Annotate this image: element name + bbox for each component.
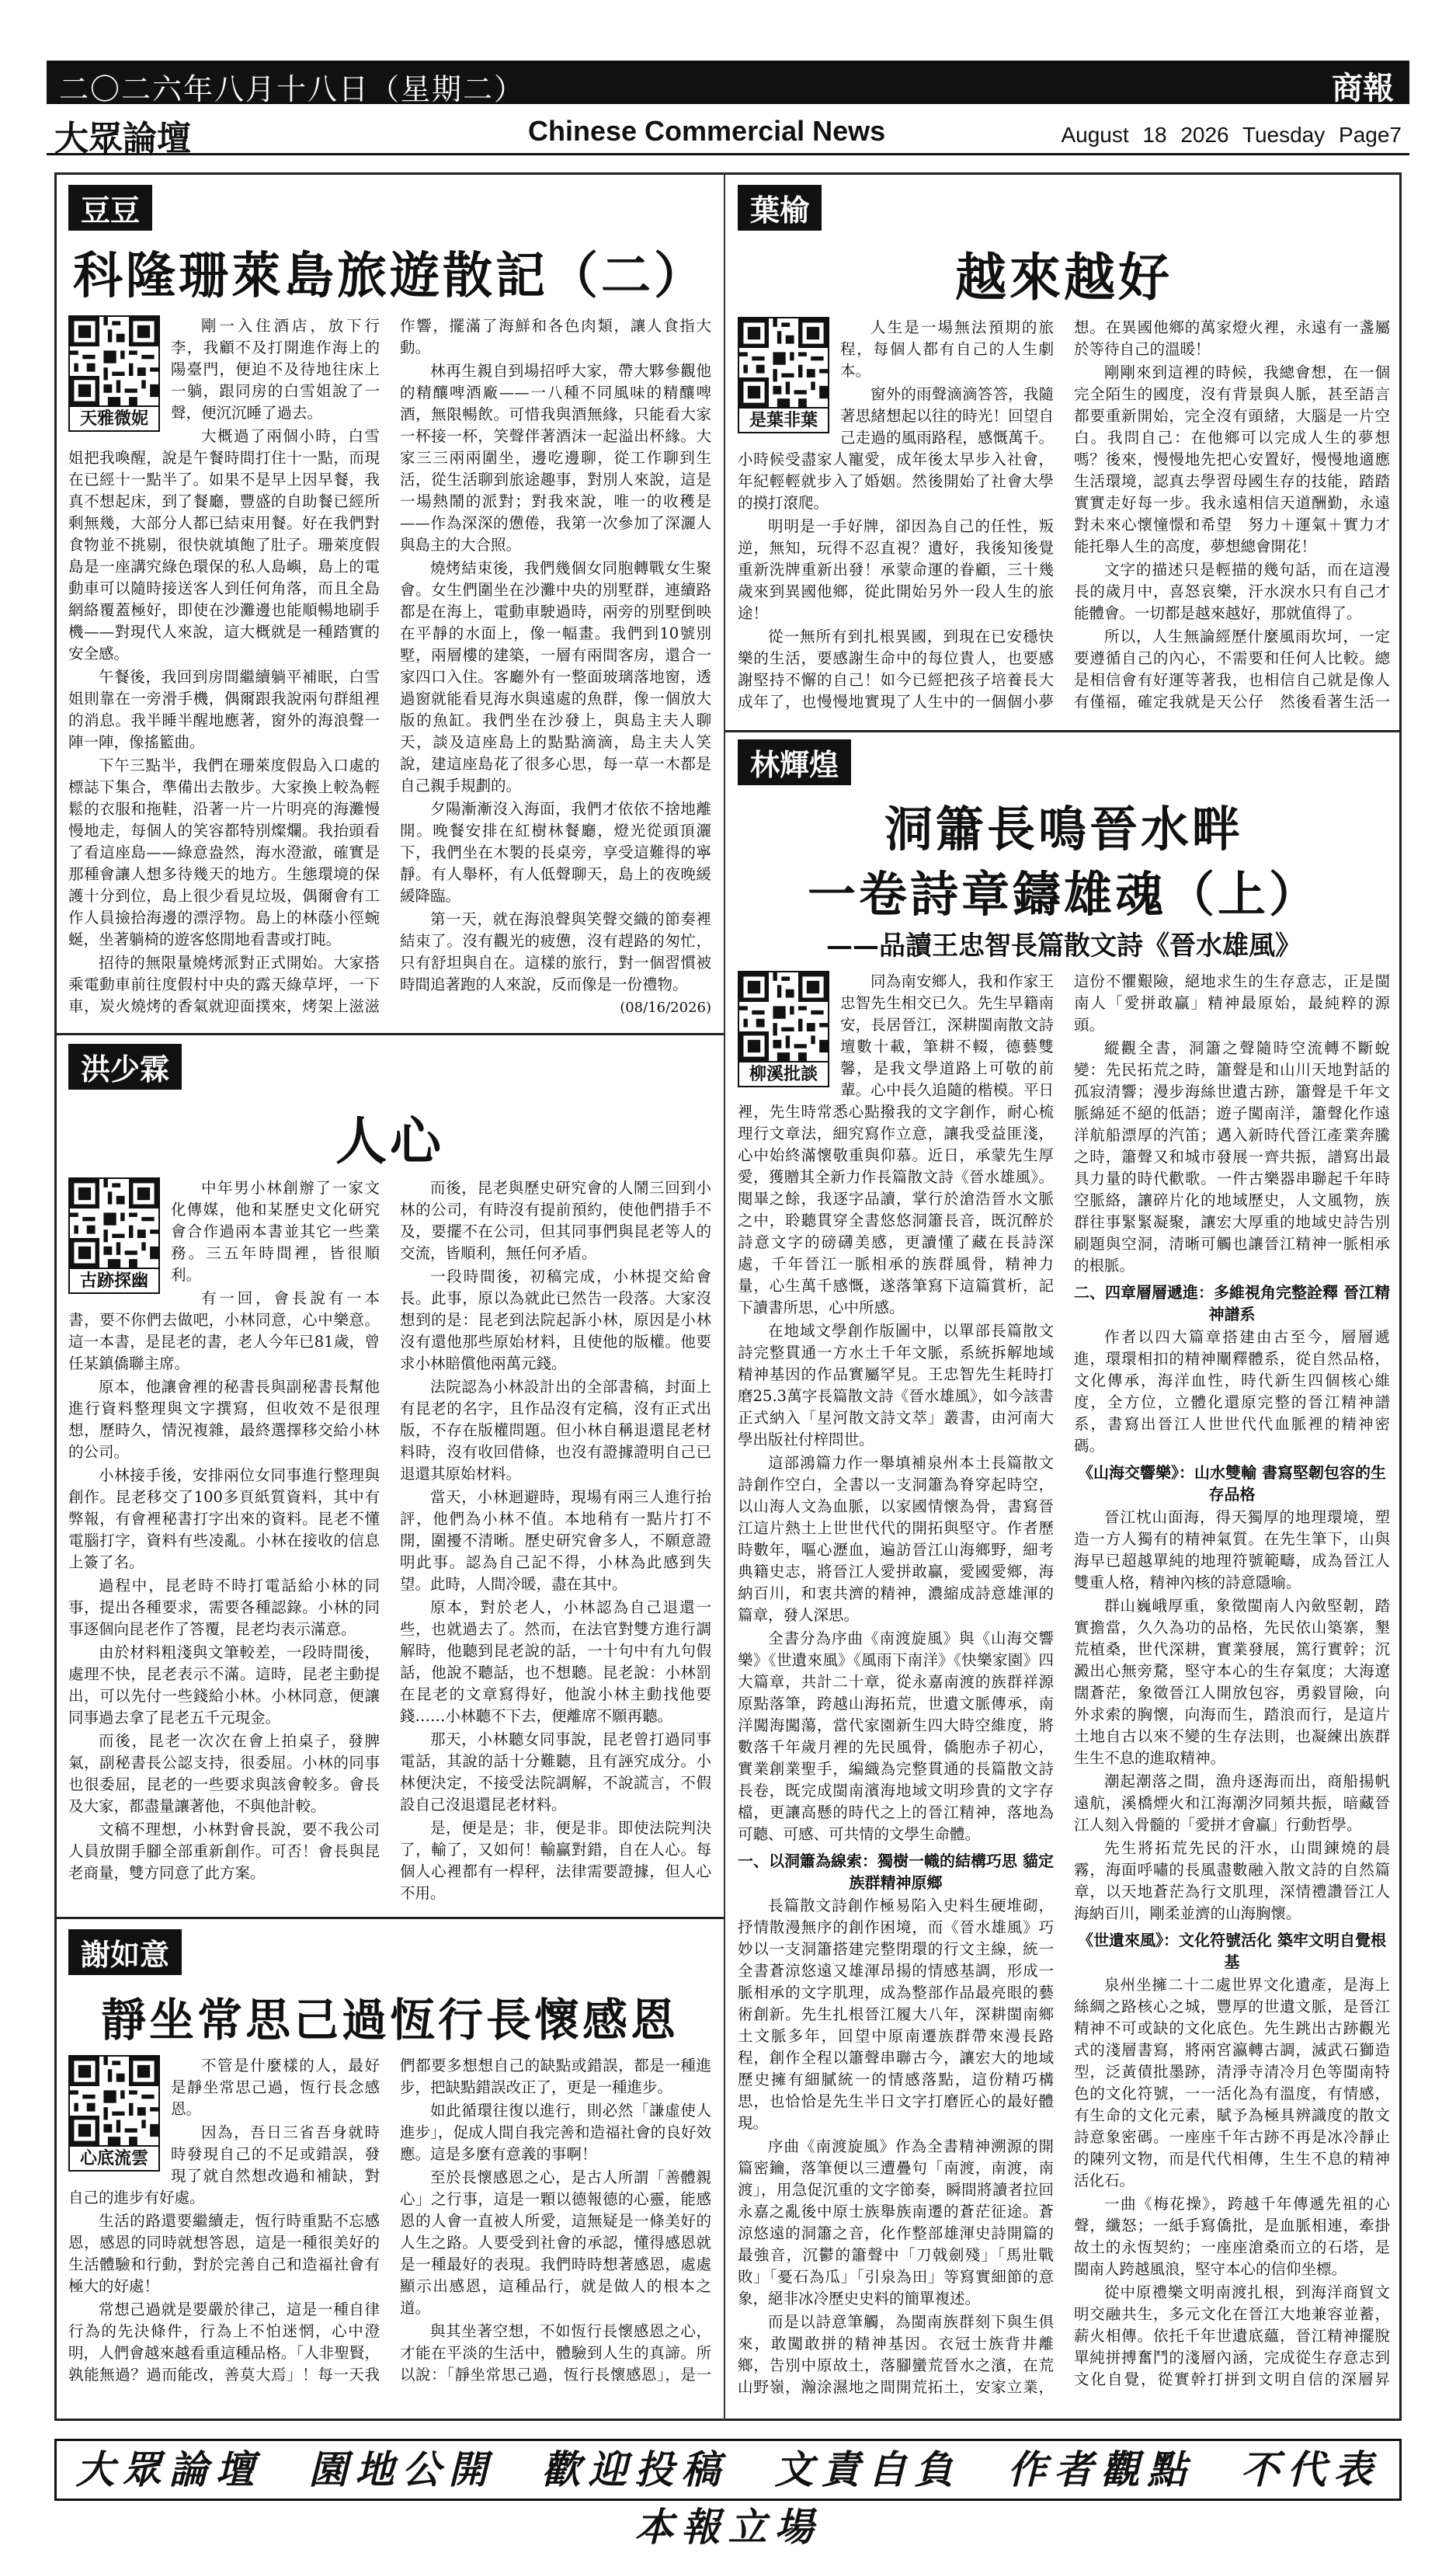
paragraph: 下午三點半，我們在珊萊度假島入口處的標誌下集合，準備出去散步。大家換上較為輕鬆的衣服和拖鞋，沿著一片一片明亮的海灘慢慢地走，每個人的笑容都特別燦爛。我抬頭看了看這座島——綠意盎然，海水澄澈，確實是那種會讓人想多待幾天的地方。生態環境的保護十分到位，島上很少看見垃圾，偶爾會有工作人員撿拾海邊的漂浮物。島上的林蔭小徑蜿蜒，坐著躺椅的遊客悠閒地看書或打盹。	[68, 756, 380, 948]
paragraph: 全書分為序曲《南渡旋風》與《山海交響樂》《世遺來風》《風雨下南洋》《快樂家園》四大篇章，共計二十章，從永嘉南渡的族群祥源原點落筆，跨越山海拓荒，世遺文脈傳承，南洋闖海闖蕩，當代家園新生四大時空維度，將數落千年歲月裡的先民風骨，僑胞赤子初心，實業創業聖手，編織為完整貫通的長篇散文詩長卷，既完成閩南濱海地域文明珍貴的文字存檔，更讓高懸的時代之上的晉江精神，落地為可聽、可感、可共情的文學生命體。	[738, 1629, 1054, 1843]
author-tag: 林輝煌	[738, 739, 851, 785]
paragraph: 明明是一手好牌，卻因為自己的任性，叛逆，無知，玩得不忍直視？遺好，我後知後覺重新洗牌重新出發！承蒙命運的眷顧，三十幾歲來到異國他鄉，從此開始另外一段人生的旅途！	[738, 517, 1054, 622]
paragraph: 不管是什麼樣的人，最好是靜坐常思己過，恆行長念感恩。	[171, 2057, 380, 2118]
paragraph: 而後，昆老一次次在會上拍桌子，發脾氣，副秘書長公認支持，很委屈。小林的同事也很委屈，昆老的一些要求與該會較多。會長及大家，都盡量讓著他，不與他計較。	[68, 1732, 380, 1815]
paragraph: 招待的無限量燒烤派對正式開始。大家搭乘電動車前往度假村中央的露天綠草坪，一下車，炭火燒烤的香氣就迎面撲來，烤架上滋滋作響，擺滿了海鮮和各色肉類，讓人食指大動。	[68, 317, 711, 1015]
divider-left-1	[54, 1033, 724, 1035]
author-tag: 豆豆	[68, 185, 152, 231]
qr-caption: 柳溪批談	[739, 1061, 828, 1086]
paragraph: 至於長懷感恩之心，是古人所謂「善體親心」之行事，這是一顆以德報德的心靈，能感恩的人會一直被人所愛，這無疑是一條美好的人生之路。人要受到社會的承認，懂得感恩就是一種最好的表現。我們時時想著感恩，處處顯示出感恩，這種品行，就是做人的根本之道。	[400, 2168, 711, 2317]
paper-name-en: Chinese Commercial News	[528, 115, 886, 147]
paragraph: 剛剛來到這裡的時候，我總會想，在一個完全陌生的國度，沒有背景與人脈，甚至語言都要重新開始，完全沒有頭緒，大腦是一片空白。我問自己：在他鄉可以完成人生的夢想嗎？後來，慢慢地先把心安置好，慢慢地適應生活環境，認真去學習母國生存的技能，踏踏實實走好每一步。我永遠相信天道酬勤，永遠對未來心懷憧憬和希望 努力＋運氣＋實力才能托舉人生的高度，夢想總會開花！	[1074, 363, 1390, 555]
qr-code	[738, 971, 829, 1087]
paragraph: 人生是一場無法預期的旅程，每個人都有自己的人生劇本。	[840, 318, 1054, 380]
qr-code-icon	[739, 318, 828, 407]
paragraph: 午餐後，我回到房間繼續躺平補眠，白雪姐則靠在一旁滑手機，偶爾跟我說兩句群組裡的消息。我半睡半醒地應著，窗外的海浪聲一陣一陣，像搖籃曲。	[68, 668, 380, 751]
qr-code	[68, 1177, 160, 1294]
paragraph: 那天，小林聽女同事說，昆老曾打過同事電話，其說的話十分難聽，且有誣究成分。小林便決定，不接受法院調解，不說謊言，不假設自己沒退還昆老材料。	[400, 1730, 711, 1814]
article-gratitude	[68, 1929, 711, 2414]
paragraph: 因為，吾日三省吾身就時時發現自己的不足或錯誤，發現了就自然想改過和補缺，對自己的進步有好處。	[68, 2123, 380, 2207]
section-name: 大眾論壇	[54, 119, 191, 158]
section-header	[47, 109, 1409, 158]
article-better	[738, 185, 1390, 722]
paragraph: 夕陽漸漸沒入海面，我們才依依不捨地離開。晚餐安排在紅樹林餐廳，燈光從頭頂灑下，我們坐在木製的長桌旁，享受這難得的寧靜。有人舉杯，有人低聲聊天，島上的夜晚緩緩降臨。	[400, 800, 711, 905]
paragraph: 潮起潮落之間，漁舟逐海而出，商船揚帆遠航，溪橋煙火和江海潮汐同頻共振，暗藏晉江人刻入骨髓的「愛拼才會贏」行動哲學。	[1074, 1772, 1390, 1834]
paragraph: 從中原禮樂文明南渡扎根，到海洋商貿文明交融共生，多元文化在晉江大地兼容並蓄，薪火相傳。依托千年世遺底蘊，晉江精神擺脫單純拼搏奮鬥的淺層內涵，完成從生存意志到文化自覺，從實幹打拼到文明自信的深層昇	[1074, 2283, 1390, 2388]
paragraph: 同為南安鄉人，我和作家王忠智先生相交已久。先生早籍南安，長居晉江，深耕閩南散文詩壇數十載，筆耕不輟，德藝雙馨，是我文學道路上可敬的前輩。心中長久追隨的楷模。平日裡，先生時常悉心點撥我的文字創作，耐心梳理行文章法，細究寫作立意，讓我受益匪淺，心中始終滿懷敬重與仰慕。近日，承蒙先生厚愛，獲贈其全新力作長篇散文詩《晉水雄風》。閱畢之餘，我逐字品讀，掌行於滄浩晉水文脈之中，聆聽貫穿全書悠悠洞簫長音，既沉醉於詩意文字的磅礴美感，更讀懂了藏在長詩深處，千年晉江一脈相承的族群風骨，精神力量，心生萬千感慨，遂落筆寫下這篇賞析，記下讀書所思，心中所感。	[738, 972, 1054, 1316]
paragraph: 群山巍峨厚重，象徵閩南人內斂堅韌，踏實擔當，久久為功的品格，先民依山築寨，墾荒植桑，世代深耕，實業發展，篤行實幹；沉澱出心無旁騖，堅守本心的生存氣度；大海遼闊蒼茫，象徵晉江人開放包容，勇毅冒險，向外求索的胸懷，向海而生，踏浪而行，是這片土地自古以來不變的生存法則，也凝練出族群生生不息的進取精神。	[1074, 1597, 1390, 1767]
paragraph: 小林接手後，安排兩位女同事進行整理與創作。昆老移交了100多頁紙質資料，其中有弊報，有會裡秘書打字出來的資料。昆老不懂電腦打字，資料有些凌亂。小林在接收的信息上簽了名。	[68, 1466, 380, 1571]
author-tag: 葉榆	[738, 185, 822, 231]
article-title: 靜坐常思己過恆行長懷感恩	[100, 1994, 679, 2047]
article-travel	[68, 185, 711, 1025]
column-divider	[724, 172, 725, 2421]
paragraph: 林再生親自到場招呼大家，帶大夥參觀他的精釀啤酒廠——一八種不同風味的精釀啤酒，無限暢飲。可惜我與酒無緣，只能看大家一杯接一杯，笑聲伴著酒沫一起溢出杯緣。大家三三兩兩圍坐，邊吃邊聊，從工作聊到生活，從生活聊到旅途趣事，對別人來說，這是一場熱鬧的派對；對我來說，唯一的收穫是——作為深深的憊倦，我第一次參加了深灑人與島主的大合照。	[400, 362, 711, 554]
footer-slogan: 大眾論壇 園地公開 歡迎投稿 文責自負 作者觀點 不代表本報立場	[75, 2446, 1381, 2550]
paragraph: 生活的路還要繼續走，恆行時重點不忘感恩，感恩的同時就想答恩，這是一種很美好的生活體驗和行動，對於完善自己和造福社會有極大的好處！	[68, 2212, 380, 2295]
paragraph: 與其坐著空想，不如恆行長懷感恩之心，才能在平淡的生活中，體驗到人生的真諦。所以說：「靜坐常思己過，恆行長懷感恩」，是一	[400, 2322, 711, 2384]
paragraph: 文稿不理想，小林對會長說，要不我公司人員放開手腳全部重新創作。可否！會長與昆老商量，雙方同意了此方案。	[68, 1821, 380, 1882]
section-heading: 《山海交響樂》：山水雙輸 書寫堅韌包容的生存品格	[1078, 1463, 1386, 1504]
qr-code-icon	[70, 317, 158, 405]
article-date-note: (08/16/2026)	[620, 1000, 711, 1016]
article-body	[738, 317, 1390, 719]
article-body	[68, 1177, 711, 1904]
paragraph: 燒烤結束後，我們幾個女同胞轉戰女生聚會。女生們圍坐在沙灘中央的別墅群，連續路都是在海上，電動車駛過時，兩旁的別墅倒映在平靜的水面上，像一幅畫。我們到10號別墅，兩層樓的建築，一層有兩間客房，還合一家四口入住。客廳外有一整面玻璃落地窗，透過窗就能看見海水與遠處的魚群，像一個放大版的魚缸。我們坐在沙發上，與島主夫人聊天，談及這座島上的點點滴滴，島主夫人笑說，建這座島花了很多心思，每一草一木都是自己親手規劃的。	[400, 559, 711, 795]
paragraph: 而是以詩意筆觸，為閩南族群刻下與生俱來，敢闖敢拼的精神基因。衣冠士族背井離鄉，告別中原故土，落腳蠻荒晉水之濱，在荒山野嶺，瀚涂濕地之間開荒拓土，安家立業，這份不懼艱險，絕地求生的生存意志，正是閩南人「愛拼敢贏」精神最原始，最純粹的源頭。	[738, 972, 1390, 2396]
paragraph: 法院認為小林設計出的全部書稿，封面上有昆老的名字，且作品沒有定稿，沒有正式出版，不存在版權問題。但小林自稱退還昆老材料時，沒有收回借條，也沒有證據證明自己已退還其原始材料。	[400, 1378, 711, 1483]
article-title-line2: 一卷詩章鑄雄魂（上）	[807, 866, 1320, 923]
paragraph: 常想己過就是要嚴於律己，這是一種自律行為的先決條件，行為上不怕迷惘，心中澄明，人們會越來越看重這種品格。「人非聖賢，孰能無過？過而能改，善莫大焉」！每一天我們都要多想想自己的缺點或錯誤，都是一種進步，把缺點錯誤改正了，更是一種進步。	[68, 2057, 711, 2384]
qr-code	[68, 315, 160, 432]
qr-code-icon	[70, 2057, 158, 2145]
author-tag: 洪少霖	[68, 1044, 182, 1090]
article-renxin	[68, 1044, 711, 1909]
section-heading: 二、四章層層遞進：多維視角完整詮釋 晉江精神譜系	[1074, 1283, 1390, 1323]
paragraph: 長篇散文詩創作極易陷入史料生硬堆砌，抒情散漫無序的創作困境，而《晉水雄風》巧妙以一支洞簫搭建完整閉環的行文主線，統一全書蒼涼悠遠又雄渾昂揚的情感基調，形成一脈相承的文字肌理，成為整部作品最亮眼的藝術創新。先生扎根晉江履大八年，深耕閩南鄉土文脈多年，回望中原南遷族群帶來漫長路程，創作全程以簫聲串聯古今，讓宏大的地域歷史擁有細膩統一的情感落點，這份精巧構思，也恰恰是先生半日文字打磨匠心的最好體現。	[738, 1897, 1054, 2132]
masthead-bar	[47, 61, 1409, 104]
paragraph: 如此循環往復以進行，則必然「謙虛使人進步」，促成人間自我完善和造福社會的良好效應。這是多麼有意義的事啊！	[400, 2102, 711, 2163]
paper-logo: 商報	[1332, 70, 1394, 106]
article-body	[68, 2055, 711, 2411]
paragraph: 這部鴻篇力作一舉填補泉州本土長篇散文詩創作空白，全書以一支洞簫為脊穿起時空，以山海人文為血脈，以家國情懷為骨，書寫晉江這片熱土上世世代代的開拓與堅守。作者歷時數年，嘔心瀝血，遍訪晉江山海鄉野，細考典籍史志，將晉江人愛拼敢贏，愛國愛鄉，海納百川，和衷共濟的精神，濃縮成詩意雄渾的篇章，發人深思。	[738, 1454, 1054, 1624]
article-title: 越來越好	[955, 248, 1173, 308]
paragraph: 泉州坐擁二十二處世界文化遺產，是海上絲綢之路核心之城，豐厚的世遺文脈，是晉江精神不可或缺的文化底色。先生跳出古跡觀光式的淺層書寫，將兩宮瀛轉古調，滅武石獅造型，泛黃債批墨跡，清淨寺清冷月色等閩南特色的文化符號，一一活化為有溫度，有情感，有生命的文化元素，賦予為極具辨識度的散文詩意象密碼。一座座千年古跡不再是冰冷靜止的陳列文物，而是代代相傳，生生不息的精神活化石。	[1074, 1976, 1390, 2189]
section-heading: 《世遺來風》：文化符號活化 築牢文明自覺根基	[1078, 1931, 1386, 1971]
paragraph: 大概過了兩個小時，白雪姐把我喚醒，說是午餐時間打住十一點，而現在已經十一點半了。如果不是早上因早餐，我真不想起床，到了餐廳，豐盛的自助餐已經所剩無幾，大部分人都已結束用餐。好在我們對食物並不挑剔，很快就填飽了肚子。珊萊度假島是一座講究綠色環保的私人島嶼，島上的電動車可以隨時接送客人到任何角落，而且全島網絡覆蓋極好，即使在沙灘邊也能順暢地刷手機——對現代人來說，這大概就是一種踏實的安全感。	[68, 427, 380, 662]
paragraph: 是，便是是；非，便是非。即使法院判決了，輸了，又如何！輸贏對錯，自在人心。每個人心裡都有一桿秤，法律需要證據，但人心不用。	[400, 1819, 711, 1902]
article-subtitle: ——品讀王忠智長篇散文詩《晉水雄風》	[826, 930, 1301, 962]
paragraph: 中年男小林創辦了一家文化傳媒，他和某歷史文化研究會合作過兩本書並其它一些業務。三五年時間裡，皆很順利。	[171, 1179, 380, 1284]
paragraph: 縱觀全書，洞簫之聲隨時空流轉不斷蛻變：先民拓荒之時，簫聲是和山川天地對話的孤寂清響；漫步海絲世遺古跡，簫聲是千年文脈綿延不絕的低語；遊子闖南洋，簫聲化作遠洋航船漂厚的汽笛；邁入新時代晉江產業奔騰之時，簫聲又和城市發展一齊共振，譜寫出最具力量的時代歡歌。一件古樂器串聯起千年時空脈絡，讓碎片化的地域歷史，人文風物，族群往事緊緊凝聚，讓宏大厚重的地域史詩告別刷題與空洞，清晰可觸也讓晉江精神一脈相承的根脈。	[1074, 1039, 1390, 1275]
article-body	[68, 315, 711, 1021]
paragraph: 從一無所有到扎根異國，到現在已安穩快樂的生活，要感謝生命中的每位貴人，也要感謝堅持不懈的自己！如今已經把孩子培養長大成年了，也慢慢地實現了人生中的一個個小夢想。在異國他鄉的萬家燈火裡，永遠有一盞屬於等待自己的溫暖！	[738, 318, 1390, 711]
qr-caption: 心底流雲	[70, 2145, 158, 2170]
article-body	[738, 971, 1390, 2411]
divider-left-2	[54, 1917, 724, 1919]
qr-caption: 古跡探幽	[70, 1268, 158, 1292]
paragraph: 所以，人生無論經歷什麼風雨坎坷，一定要遵循自己的內心，不需要和任何人比較。總是相信會有好運等著我，也相信自己就是像人有僅福，確定我就是天公仔 然後看著生活一	[1074, 628, 1390, 711]
article-jinshui	[738, 739, 1390, 2414]
date-page-en: August 18 2026 Tuesday Page7	[1061, 123, 1402, 147]
qr-caption: 天雅微妮	[70, 405, 158, 430]
issue-date: 二〇二六年八月十八日（星期二）	[59, 72, 526, 106]
paragraph: 序曲《南渡旋風》作為全書精神溯源的開篇密鑰，落筆便以三遭疊句「南渡，南渡，南渡」，用急促沉重的文字節奏，瞬間將讀者拉回永嘉之亂後中原士族舉族南遷的蒼茫征途。蒼涼悠遠的洞簫之音，化作整部雄渾史詩開篇的最強音，沉鬱的簫聲中「刀戟劍殘」「馬壯戰敗」「憂石為瓜」「引泉為田」等寫實細節的意象，絕非冰冷歷史史料的簡單複述。	[738, 2137, 1054, 2307]
article-title-line1: 洞簫長鳴晉水畔	[884, 801, 1243, 857]
article-title: 人心	[335, 1111, 444, 1171]
divider-right-1	[725, 730, 1402, 732]
paragraph: 窗外的雨聲滴滴答答，我隨著思緒想起以往的時光！回望自己走過的風雨路程，感慨萬千。小時候受盡家人寵愛，成年後太早步入社會，年紀輕輕就步入了婚姻。然後開始了社會大學的摸打滾爬。	[738, 385, 1054, 512]
qr-code	[68, 2055, 160, 2172]
paragraph: 剛一入住酒店，放下行李，我顧不及打開進作海上的陽臺門，便迫不及待地往床上一躺，跟同房的白雪姐說了一聲，便沉沉睡了過去。	[171, 317, 380, 422]
qr-code-icon	[739, 972, 828, 1061]
article-title: 科隆珊萊島旅遊散記（二）	[73, 248, 707, 305]
section-heading: 一、以洞簫為線索：獨樹一幟的結構巧思 貓定族群精神原鄉	[738, 1852, 1054, 1892]
paragraph: 當天，小林迴避時，現場有兩三人進行抬評，他們為小林不值。本地稍有一點片打不開，圍擾不清晰。歷史研究會多人，不願意證明此事。認為自己記不得，小林為此感到失望。此時，人間冷暖，盡在其中。	[400, 1488, 711, 1593]
footer-banner	[54, 2439, 1402, 2550]
paragraph: 晉江枕山面海，得天獨厚的地理環境，塑造一方人獨有的精神氣質。在先生筆下，山與海早已超越單純的地理符號範疇，成為晉江人雙重人格，精神內核的詩意隱喻。	[1074, 1508, 1390, 1591]
paragraph: 而後，昆老與歷史研究會的人鬧三回到小林的公司，有時沒有提前預約，使他們措手不及，要擺不在公司，但其同事們與昆老等人的交流，皆順利，無任何矛盾。	[400, 1179, 711, 1262]
paragraph: 作者以四大篇章搭建由古至今，層層遞進，環環相扣的精神闡釋體系，從自然品格，文化傳承，海洋血性，時代新生四個核心維度，全方位，立體化還原完整的晉江精神譜系，書寫出晉江人世世代代血脈裡的精神密碼。	[1074, 1328, 1390, 1455]
paragraph: 一段時間後，初稿完成，小林提交給會長。此事，原以為就此已然告一段落。大家沒想到的是：昆老到法院起訴小林，原因是小林沒有還他那些原始材料，且使他的版權。他要求小林賠償他兩萬元錢。	[400, 1268, 711, 1372]
author-tag: 謝如意	[68, 1929, 182, 1975]
qr-code-icon	[70, 1179, 158, 1268]
paragraph: 原本，對於老人，小林認為自己退還一些，也就過去了。然而，在法官對雙方進行調解時，他聽到昆老說的話，一十句中有九句假話，他說不聽話，也不想聽。昆老說：小林罰在昆老的文章寫得好，他說小林主動找他要錢……小林聽不下去，便離席不願再聽。	[400, 1598, 711, 1725]
paragraph: 第一天，就在海浪聲與笑聲交織的節奏裡結束了。沒有觀光的疲憊，沒有趕路的匆忙，只有舒坦與自在。這樣的旅行，對一個習慣被時間追著跑的人來說，反而像是一份禮物。	[400, 910, 711, 993]
paragraph: 先生將拓荒先民的汗水，山間鍊燒的晨霧，海面呼嘯的長風盡數融入散文詩的自然篇章，以天地蒼茫為行文肌理，深情禮讚晉江人海納百川，剛柔並濟的山海胸懷。	[1074, 1839, 1390, 1922]
qr-caption: 是葉非葉	[739, 407, 828, 432]
paragraph: 有一回，會長說有一本書，要不你們去做吧，小林同意，心中樂意。這一本書，是昆老的書，老人今年已81歲，曾任某鎮僑聯主席。	[68, 1289, 380, 1372]
paragraph: 過程中，昆老時不時打電話給小林的同事，提出各種要求，需要各種認錄。小林的同事逐個向昆老作了答覆，昆老均表示滿意。	[68, 1577, 380, 1638]
paragraph: 一曲《梅花操》，跨越千年傳遞先祖的心聲，纖怒；一紙手寫僑批，是血脈相連，牽掛故土的永恆契約；一座座滄桑而立的石塔，是閩南人跨越風浪，堅守本心的信仰坐標。	[1074, 2195, 1390, 2278]
paragraph: 原本，他讓會裡的秘書長與副秘書長幫他進行資料整理與文字撰寫，但收效不是很理想，歷時久，情況複雜，最終選擇移交給小林的公司。	[68, 1378, 380, 1461]
paragraph: 文字的描述只是輕描的幾句話，而在這漫長的歲月中，喜怒哀樂，汗水淚水只有自己才能體會。一切都是越來越好，那就值得了。	[1074, 561, 1390, 622]
paragraph: 由於材料粗淺與文筆較差，一段時間後，處理不快，昆老表示不滿。這時，昆老主動提出，可以先付一些錢給小林。小林同意，便讓同事過去拿了昆老五千元現金。	[68, 1643, 380, 1727]
qr-code	[738, 317, 829, 433]
paragraph: 在地域文學創作版圖中，以單部長篇散文詩完整貫通一方水土千年文脈，系統拆解地域精神基因的作品實屬罕見。王忠智先生耗時打磨25.3萬字長篇散文詩《晉水雄風》，如今該書正式納入「星河散文詩文萃」叢書，由河南大學出版社付梓問世。	[738, 1322, 1054, 1448]
